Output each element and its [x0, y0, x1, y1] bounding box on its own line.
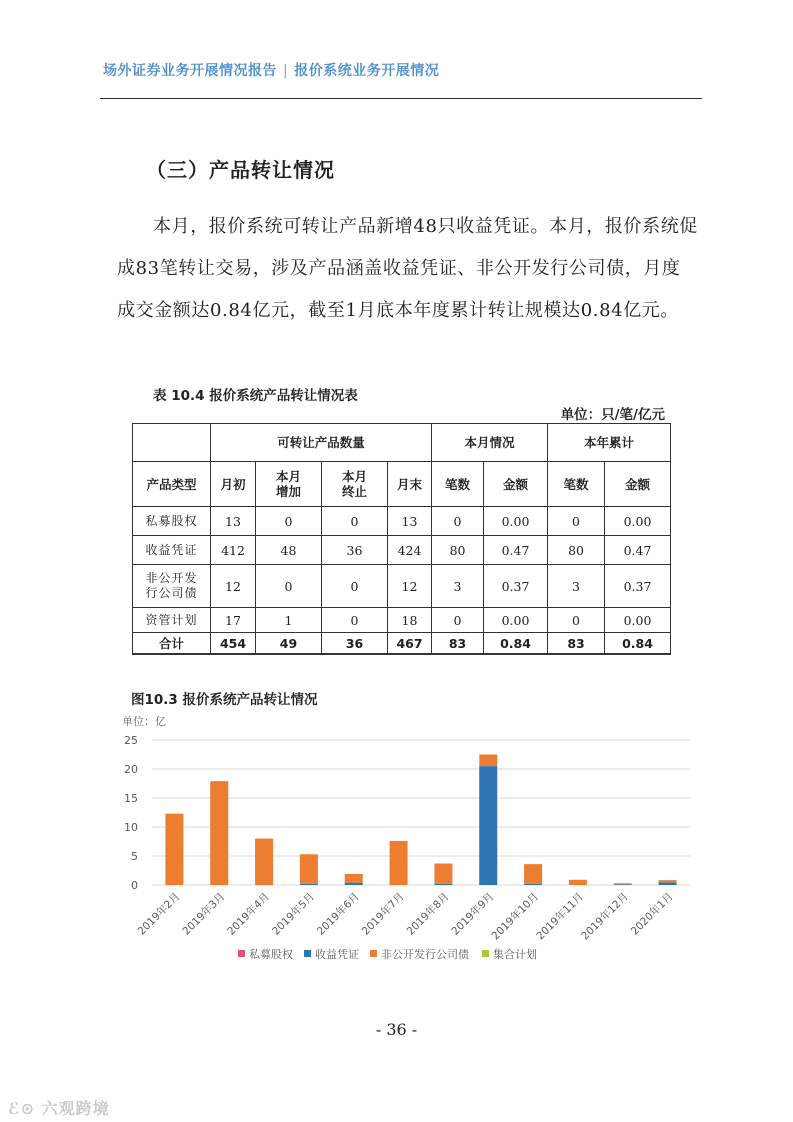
table-cell: 424 — [388, 536, 432, 565]
table-cell: 0 — [548, 507, 605, 536]
report-header — [103, 60, 439, 80]
total-cell: 83 — [548, 633, 605, 655]
bar-segment — [300, 854, 318, 884]
table-cell: 0 — [256, 507, 322, 536]
bar-segment — [524, 864, 542, 884]
bar-segment — [614, 884, 632, 885]
table-cell: 80 — [548, 536, 605, 565]
table-column-header-row — [133, 462, 671, 507]
table-corner-cell — [133, 424, 211, 462]
watermark-text: 六观跨境 — [41, 1099, 110, 1118]
table-cell: 18 — [388, 608, 432, 633]
table-cell: 0.37 — [484, 565, 548, 608]
x-tick-label: 2019年4月 — [225, 890, 273, 938]
y-tick-label: 10 — [124, 821, 138, 834]
col-header-added: 本月增加 — [256, 462, 322, 507]
x-tick-label: 2019年11月 — [534, 890, 587, 943]
table-total-row — [133, 633, 671, 655]
body-paragraph: 本月，报价系统可转让产品新增48只收益凭证。本月，报价系统促成83笔转让交易，涉及产品涵盖收益凭证、非公开发行公司债，月度成交金额达0.84亿元，截至1月底本年度累计转让规模达0.84亿元。 — [117, 216, 698, 321]
total-cell: 49 — [256, 633, 322, 655]
bar-segment — [569, 880, 587, 885]
table-cell: 0.47 — [605, 536, 671, 565]
table-cell: 0.37 — [605, 565, 671, 608]
row-product-name: 非公开发行公司债 — [133, 565, 211, 608]
legend-label: 收益凭证 — [315, 948, 359, 961]
col-header-month-count: 笔数 — [432, 462, 484, 507]
col-header-ytd-count: 笔数 — [548, 462, 605, 507]
row-product-name: 私募股权 — [133, 507, 211, 536]
total-cell: 467 — [388, 633, 432, 655]
legend-label: 私募股权 — [249, 948, 293, 961]
header-report-title: 场外证券业务开展情况报告 — [103, 63, 277, 79]
header-rule — [100, 98, 702, 99]
table-cell: 0 — [322, 565, 388, 608]
row-product-name: 收益凭证 — [133, 536, 211, 565]
group-header-ytd: 本年累计 — [548, 424, 671, 462]
bar-segment — [210, 781, 228, 885]
group-header-quantity: 可转让产品数量 — [211, 424, 432, 462]
table-cell: 0 — [256, 565, 322, 608]
legend-swatch — [238, 950, 245, 957]
table-cell: 0 — [322, 507, 388, 536]
bar-segment — [614, 883, 632, 884]
table-row — [133, 507, 671, 536]
watermark-icon: ℰ⊙ — [8, 1099, 42, 1118]
bar-segment — [345, 874, 363, 883]
table-cell: 12 — [388, 565, 432, 608]
table-cell: 0 — [432, 507, 484, 536]
y-tick-label: 20 — [124, 763, 138, 776]
x-tick-label: 2020年1月 — [628, 890, 676, 938]
bar-segment — [345, 883, 363, 885]
transfer-table — [132, 423, 671, 655]
x-tick-label: 2019年2月 — [135, 890, 183, 938]
chart-unit-label: 单位：亿 — [122, 715, 166, 728]
table-cell: 0 — [432, 608, 484, 633]
legend-swatch — [304, 950, 311, 957]
y-tick-label: 25 — [124, 734, 138, 747]
y-tick-label: 0 — [131, 879, 138, 892]
bar-segment — [434, 884, 452, 885]
x-tick-label: 2019年7月 — [359, 890, 407, 938]
table-cell: 0 — [322, 608, 388, 633]
table-title: 表 10.4 报价系统产品转让情况表 — [153, 388, 358, 404]
total-cell: 83 — [432, 633, 484, 655]
col-header-month-amount: 金额 — [484, 462, 548, 507]
x-tick-label: 2019年10月 — [489, 890, 542, 943]
transfer-bar-chart — [110, 706, 700, 976]
figure-title: 图10.3 报价系统产品转让情况 — [131, 692, 318, 708]
table-cell: 13 — [388, 507, 432, 536]
group-header-month: 本月情况 — [432, 424, 548, 462]
x-tick-label: 2019年8月 — [404, 890, 452, 938]
bar-segment — [300, 884, 318, 885]
table-cell: 48 — [256, 536, 322, 565]
row-product-name: 资管计划 — [133, 608, 211, 633]
table-row — [133, 565, 671, 608]
y-tick-label: 15 — [124, 792, 138, 805]
bar-segment — [434, 864, 452, 884]
header-separator: | — [283, 63, 289, 79]
table-cell: 17 — [211, 608, 256, 633]
watermark-logo — [8, 1096, 110, 1119]
table-cell: 0.47 — [484, 536, 548, 565]
col-header-ytd-amount: 金额 — [605, 462, 671, 507]
table-cell: 0.00 — [605, 608, 671, 633]
table-cell: 0.00 — [484, 507, 548, 536]
total-label: 合计 — [133, 633, 211, 655]
bar-segment — [165, 814, 183, 885]
y-tick-label: 5 — [131, 850, 138, 863]
table-cell: 0 — [548, 608, 605, 633]
table-cell: 12 — [211, 565, 256, 608]
legend-label: 非公开发行公司债 — [381, 948, 469, 961]
bar-segment — [390, 841, 408, 885]
table-cell: 0.00 — [605, 507, 671, 536]
page-number: - 36 - — [375, 1020, 418, 1039]
total-cell: 0.84 — [605, 633, 671, 655]
bar-segment — [659, 880, 677, 882]
table-group-header-row — [133, 424, 671, 462]
total-cell: 0.84 — [484, 633, 548, 655]
legend-swatch — [482, 950, 489, 957]
x-tick-label: 2019年3月 — [180, 890, 228, 938]
bar-segment — [479, 766, 497, 885]
table-cell: 13 — [211, 507, 256, 536]
table-unit: 单位：只/笔/亿元 — [560, 407, 665, 423]
x-tick-label: 2019年5月 — [270, 890, 318, 938]
col-header-closing: 月末 — [388, 462, 432, 507]
table-row — [133, 608, 671, 633]
table-cell: 0.00 — [484, 608, 548, 633]
bar-segment — [659, 882, 677, 885]
table-cell: 1 — [256, 608, 322, 633]
header-chapter-title: 报价系统业务开展情况 — [294, 63, 440, 79]
total-cell: 454 — [211, 633, 256, 655]
col-header-terminated: 本月终止 — [322, 462, 388, 507]
table-cell: 3 — [548, 565, 605, 608]
bar-segment — [524, 884, 542, 885]
legend-swatch — [370, 950, 377, 957]
table-cell: 36 — [322, 536, 388, 565]
table-row — [133, 536, 671, 565]
x-tick-label: 2019年6月 — [314, 890, 362, 938]
bar-segment — [479, 755, 497, 767]
table-cell: 3 — [432, 565, 484, 608]
table-cell: 80 — [432, 536, 484, 565]
legend-label: 集合计划 — [493, 948, 537, 961]
table-cell: 412 — [211, 536, 256, 565]
col-header-opening: 月初 — [211, 462, 256, 507]
total-cell: 36 — [322, 633, 388, 655]
section-title: （三）产品转让情况 — [146, 158, 335, 182]
col-header-product-type: 产品类型 — [133, 462, 211, 507]
x-tick-label: 2019年12月 — [579, 890, 631, 943]
bar-segment — [255, 839, 273, 885]
x-tick-label: 2019年9月 — [449, 890, 497, 938]
